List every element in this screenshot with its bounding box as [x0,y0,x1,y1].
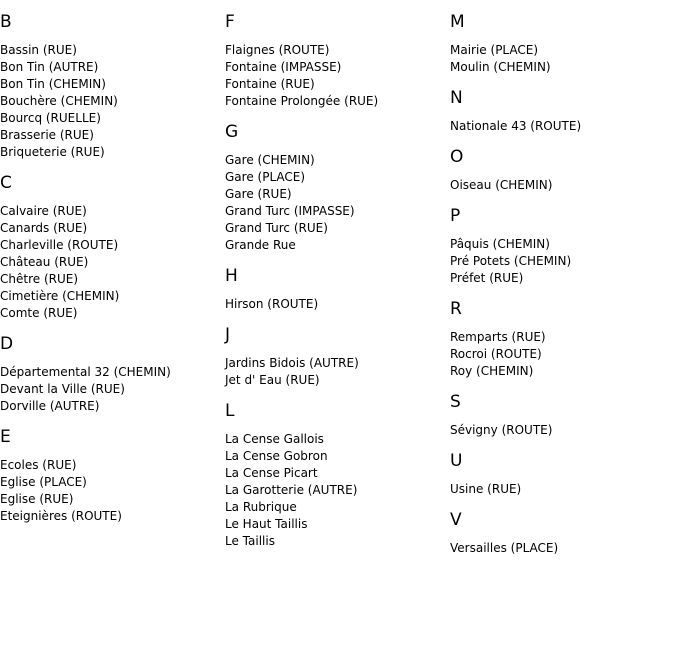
letter-section [225,12,450,110]
street-entry: Fontaine Prolongée (RUE) [225,94,379,108]
letter-section [0,173,225,322]
street-entry: Fontaine (IMPASSE) [225,60,342,74]
street-entry: Moulin (CHEMIN) [450,60,551,74]
street-entry: Mairie (PLACE) [450,43,539,57]
street-list [0,457,225,525]
street-list [225,296,450,313]
street-entry: Gare (CHEMIN) [225,153,315,167]
street-entry: Nationale 43 (ROUTE) [450,119,582,133]
letter-section [225,401,450,550]
section-letter: L [225,401,235,421]
street-entry: Canards (RUE) [0,221,88,235]
letter-section [0,427,225,525]
street-entry: Jet d' Eau (RUE) [225,373,320,387]
street-entry: Gare (RUE) [225,187,292,201]
street-list [450,118,675,135]
street-list [225,152,450,254]
street-entry: Bourcq (RUELLE) [0,111,101,125]
letter-section [0,334,225,415]
letter-section [450,12,675,76]
street-entry: Préfet (RUE) [450,271,524,285]
letter-section [0,12,225,161]
street-entry: Oiseau (CHEMIN) [450,178,553,192]
street-entry: Ecoles (RUE) [0,458,77,472]
section-letter: S [450,392,461,412]
street-entry: Remparts (RUE) [450,330,546,344]
street-entry: La Cense Gobron [225,449,328,463]
section-letter: H [225,266,238,286]
street-entry: Départemental 32 (CHEMIN) [0,365,171,379]
street-entry: Devant la Ville (RUE) [0,382,125,396]
letter-section [225,122,450,254]
section-letter: M [450,12,465,32]
letter-section [225,266,450,313]
street-entry: Sévigny (ROUTE) [450,423,553,437]
letter-section [225,325,450,389]
street-entry: La Garotterie (AUTRE) [225,483,358,497]
street-entry: Roy (CHEMIN) [450,364,534,378]
street-list [225,431,450,550]
street-list [450,540,675,557]
section-letter: G [225,122,239,142]
letter-section [450,510,675,557]
section-letter: B [0,12,12,32]
street-entry: Flaignes (ROUTE) [225,43,330,57]
section-letter: O [450,147,464,167]
letter-section [450,206,675,287]
street-entry: Jardins Bidois (AUTRE) [225,356,359,370]
street-list [225,355,450,389]
section-letter: C [0,173,12,193]
street-entry: Calvaire (RUE) [0,204,87,218]
street-entry: Chêtre (RUE) [0,272,79,286]
street-list [450,236,675,287]
street-list [450,177,675,194]
street-entry: Brasserie (RUE) [0,128,94,142]
street-list [450,481,675,498]
letter-section [450,451,675,498]
street-entry: Grand Turc (IMPASSE) [225,204,355,218]
section-letter: D [0,334,14,354]
street-entry: La Cense Gallois [225,432,324,446]
section-letter: F [225,12,235,32]
street-entry: La Cense Picart [225,466,318,480]
street-entry: Pâquis (CHEMIN) [450,237,550,251]
street-entry: La Rubrique [225,500,297,514]
street-entry: Dorville (AUTRE) [0,399,100,413]
street-entry: Gare (PLACE) [225,170,306,184]
street-entry: Le Haut Taillis [225,517,308,531]
street-entry: Eteignières (ROUTE) [0,509,122,523]
street-entry: Château (RUE) [0,255,89,269]
street-entry: Le Taillis [225,534,275,548]
street-list [450,422,675,439]
street-entry: Cimetière (CHEMIN) [0,289,120,303]
street-list [0,203,225,322]
section-letter: V [450,510,462,530]
street-entry: Comte (RUE) [0,306,78,320]
street-entry: Charleville (ROUTE) [0,238,119,252]
letter-section [450,299,675,380]
street-list [450,42,675,76]
street-entry: Grande Rue [225,238,296,252]
section-letter: J [225,325,231,345]
section-letter: R [450,299,462,319]
street-entry: Rocroi (ROUTE) [450,347,542,361]
street-entry: Versailles (PLACE) [450,541,559,555]
street-entry: Eglise (PLACE) [0,475,87,489]
section-letter: E [0,427,11,447]
street-entry: Bouchère (CHEMIN) [0,94,118,108]
street-entry: Usine (RUE) [450,482,522,496]
section-letter: P [450,206,461,226]
letter-section [450,147,675,194]
street-entry: Briqueterie (RUE) [0,145,105,159]
street-entry: Bon Tin (CHEMIN) [0,77,106,91]
index-column [450,0,675,569]
street-entry: Hirson (ROUTE) [225,297,319,311]
street-entry: Grand Turc (RUE) [225,221,328,235]
street-list [225,42,450,110]
street-list [450,329,675,380]
street-list [0,42,225,161]
street-entry: Fontaine (RUE) [225,77,315,91]
street-list [0,364,225,415]
section-letter: N [450,88,463,108]
letter-section [450,392,675,439]
street-entry: Bassin (RUE) [0,43,77,57]
letter-section [450,88,675,135]
street-entry: Bon Tin (AUTRE) [0,60,99,74]
section-letter: U [450,451,463,471]
street-entry: Eglise (RUE) [0,492,74,506]
index-column [0,0,225,537]
street-entry: Pré Potets (CHEMIN) [450,254,572,268]
index-column [225,0,450,562]
